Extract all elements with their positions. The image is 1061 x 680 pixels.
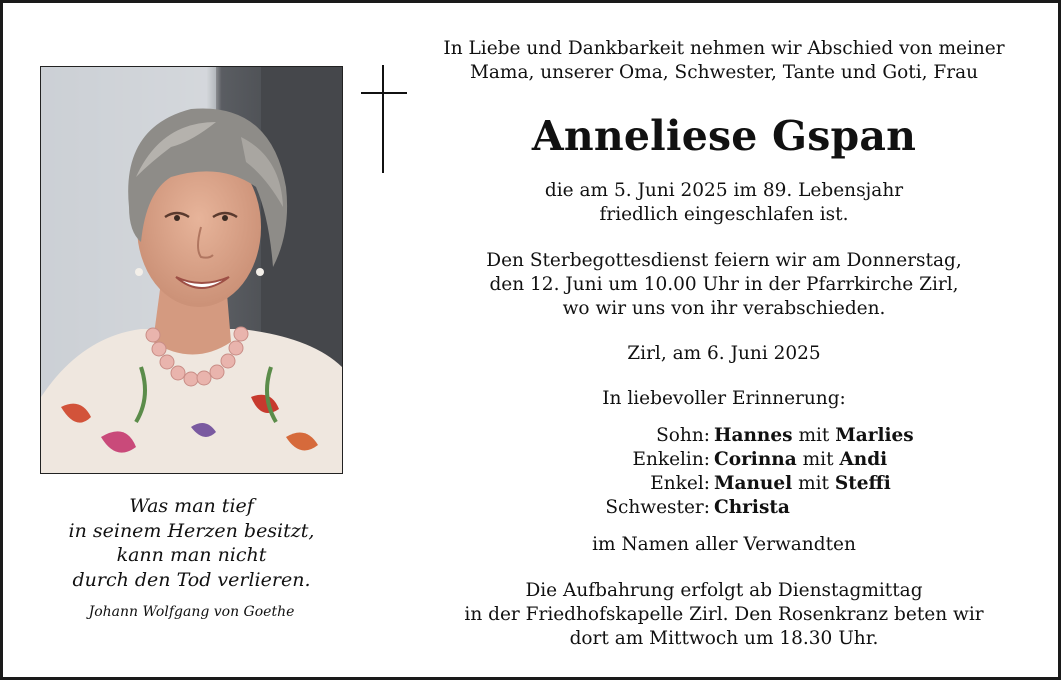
family-name: Hannes [714,425,793,446]
family-row [423,496,1025,520]
relation-label: Schwester: [605,497,710,518]
funeral-info [423,249,1025,321]
deceased-name: Anneliese Gspan [531,112,917,160]
quote-line: in seinem Herzen besitzt, [68,519,315,542]
connector: mit [798,425,830,446]
relation-label: Enkel: [650,473,710,494]
intro-text [423,37,1025,85]
quote-line: kann man nicht [116,544,267,566]
family-row [423,424,1025,448]
laying-line: dort am Mittwoch um 18.30 Uhr. [569,628,879,649]
intro-line: In Liebe und Dankbarkeit nehmen wir Abschied von meiner [443,38,1005,59]
relatives-line: im Namen aller Verwandten [592,534,856,555]
relation-label: Sohn: [656,425,710,446]
family-names [714,448,887,472]
death-line: die am 5. Juni 2025 im 89. Lebensjahr [544,180,904,201]
cross-icon [361,65,407,173]
memory-heading: In liebevoller Erinnerung: [602,388,846,409]
laying-line: in der Friedhofskapelle Zirl. Den Rosenkranz beten wir [464,604,984,625]
place-date: Zirl, am 6. Juni 2025 [627,343,821,364]
funeral-line: Den Sterbegottesdienst feiern wir am Donnerstag, [486,250,962,271]
family-names [714,496,790,520]
family-name: Steffi [834,473,891,494]
family-list [423,424,1025,520]
family-names [714,472,891,496]
relation-label: Enkelin: [632,449,710,470]
connector: mit [802,449,834,470]
portrait-illustration [41,67,342,473]
quote-line: durch den Tod verlieren. [72,568,311,591]
intro-line: Mama, unserer Oma, Schwester, Tante und Goti, Frau [469,62,979,83]
family-row [423,472,1025,496]
family-names [714,424,914,448]
connector: mit [798,473,829,494]
quote-line: Was man tief [129,495,254,517]
death-line: friedlich eingeschlafen ist. [599,204,849,225]
portrait-photo [40,66,343,474]
laying-out-info [423,579,1025,651]
family-row [423,448,1025,472]
death-notice [423,179,1025,227]
family-name: Christa [714,497,790,518]
memorial-quote [43,494,340,592]
family-name: Marlies [835,425,914,446]
quote-author: Johann Wolfgang von Goethe [88,604,295,620]
laying-line: Die Aufbahrung erfolgt ab Dienstagmittag [525,580,923,601]
family-name: Andi [839,449,888,470]
funeral-line: wo wir uns von ihr verabschieden. [562,298,886,319]
funeral-line: den 12. Juni um 10.00 Uhr in der Pfarrkirche Zirl, [489,274,959,295]
family-name: Corinna [714,449,797,470]
family-name: Manuel [714,473,793,494]
